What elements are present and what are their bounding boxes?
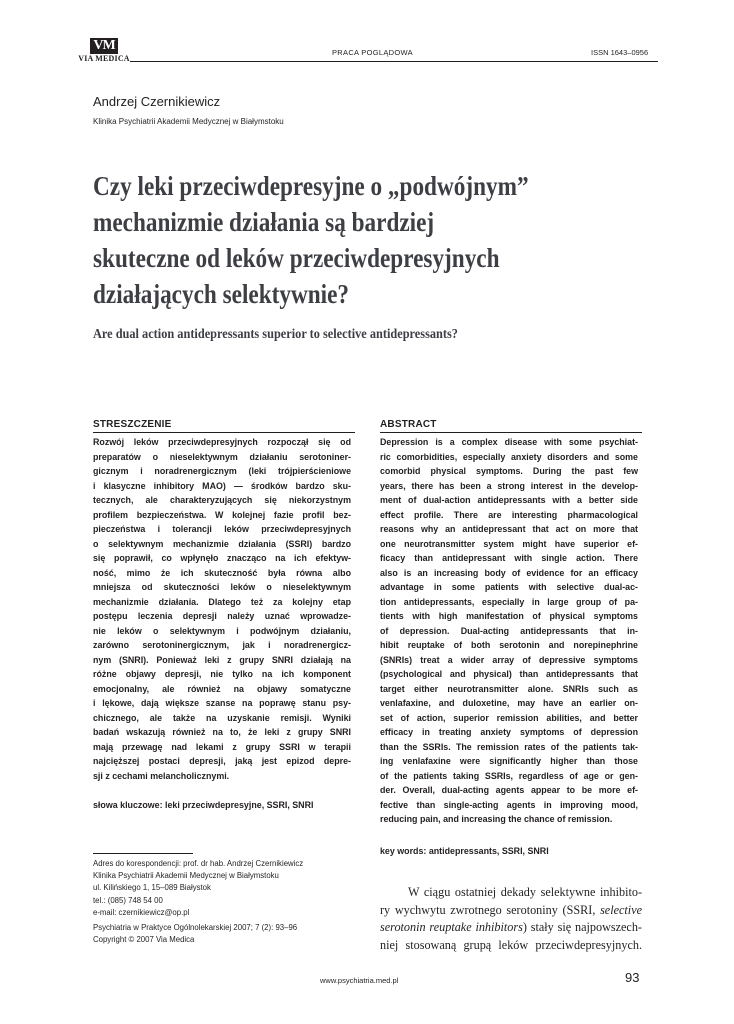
footnote-rule: [93, 853, 193, 854]
text-line: zarówno serotoninergicznym, jak i noradrenergicz-: [93, 640, 351, 650]
text-line: chicznego, ale także na uzyskanie remisji. Wyniki: [93, 712, 351, 723]
text-line: Depression is a complex disease with some psychiat-: [380, 437, 638, 447]
header-rule: [130, 61, 658, 62]
text-line: nym (SNRI). Ponieważ leki z grupy SNRI działają na: [93, 654, 351, 665]
intro-paragraph: [380, 884, 642, 954]
english-title: Are dual action antidepressants superior to selective antidepressants?: [93, 327, 458, 342]
text-line: fective than single-acting agents in improving mood,: [380, 799, 638, 810]
text-line: tecznych, ale charakteryzujących się niekorzystnym: [93, 495, 351, 505]
text-line: preparatów o nieselektywnym działaniu serotoniner-: [93, 451, 351, 462]
text-line: gicznym i noradrenergicznym (leki trójpierścieniowe: [93, 466, 351, 476]
text-line: o selektywnym mechanizmie działania (SSRI) bardzo: [93, 538, 351, 549]
text-line: najcięższej postaci depresji, jaką jest epizod depre-: [93, 756, 351, 766]
section-rule: [380, 432, 642, 433]
text-line: years, there has been a strong interest in the develop-: [380, 480, 638, 491]
english-keywords: key words: antidepressants, SSRI, SNRI: [380, 846, 549, 856]
text-line: i klasyczne inhibitory MAO) — środków bardzo sku-: [93, 480, 351, 491]
text-line: mniejsza od skuteczności leków o nieselektywnym: [93, 582, 351, 592]
correspondence-line: Klinika Psychiatrii Akademii Medycznej w Białymstoku: [93, 871, 279, 881]
text-line: Rozwój leków przeciwdepresyjnych rozpoczął się od: [93, 437, 351, 447]
text-line: ment of dual-action antidepressants with a better side: [380, 495, 638, 505]
intro-line: ry wychwytu zwrotnego serotoniny (SSRI, selective: [380, 902, 643, 917]
text-line: than the SSRIs. The remission rates of the patients tak-: [380, 741, 638, 752]
title-line: Czy leki przeciwdepresyjne o „podwójnym”: [93, 171, 529, 201]
text-line: hibit reuptake of both serotonin and norepinephrine: [380, 640, 638, 650]
title-line: działających selektywnie?: [93, 279, 350, 309]
text-line: pieczeństwa i tolerancji leków przeciwdepresyjnych: [93, 524, 351, 534]
intro-line: niej stosowaną grupą leków przeciwdepresyjnych.: [380, 937, 642, 952]
abstract-heading: ABSTRACT: [380, 419, 437, 430]
text-line: się poprawił, co wpłynęło znacząco na ich efektyw-: [93, 553, 351, 563]
text-line: tients with high manifestation of physical symptoms: [380, 611, 638, 621]
text-line: ficacy than antidepressant with single action. There: [380, 553, 638, 563]
text-line: set of action, superior remission abilities, and better: [380, 712, 638, 723]
correspondence-line: tel.: (085) 748 54 00: [93, 895, 163, 905]
page-number: 93: [625, 970, 640, 985]
text-line: also is an increasing body of evidence for an efficacy: [380, 567, 638, 578]
text-line: target either neurotransmitter alone. SNRIs such as: [380, 683, 638, 694]
issn: ISSN 1643–0956: [591, 48, 649, 57]
text-line: venlafaxine, and duloxetine, may have an earlier on-: [380, 698, 638, 708]
text-line: emocjonalny, ale również na objawy somatyczne: [93, 683, 351, 694]
text-line: reducing pain, and increasing the chance of remission.: [380, 814, 613, 824]
intro-line: W ciągu ostatniej dekady selektywne inhibito-: [408, 885, 642, 899]
text-line: ric comorbidities, especially anxiety disorders and some: [380, 451, 638, 462]
text-line: of depression. Dual-acting antidepressants that in-: [380, 625, 638, 636]
journal-citation: [93, 922, 297, 946]
logo-text: VIA MEDICA: [78, 54, 130, 63]
via-medica-logo: [77, 38, 129, 64]
text-line: (psychological and physical) than antidepressants that: [380, 669, 638, 679]
text-line: różne objawy depresji, nie tylko na ich komponent: [93, 669, 351, 679]
text-line: postępu leczenia depresji należy uznać wprowadze-: [93, 611, 351, 621]
streszczenie-heading: STRESZCZENIE: [93, 419, 172, 430]
text-line: tion antidepressants, especially in large group of pa-: [380, 596, 638, 607]
correspondence-email: e-mail: czernikiewicz@op.pl: [93, 907, 190, 917]
polish-keywords: słowa kluczowe: leki przeciwdepresyjne, SSRI, SNRI: [93, 800, 314, 810]
text-line: mają przewagę nad lekami z grupy SSRI w terapii: [93, 741, 351, 752]
section-rule: [93, 432, 355, 433]
title-line: mechanizmie działania są bardziej: [93, 207, 435, 237]
text-line: sji z cechami melancholicznymi.: [93, 770, 230, 781]
text-line: ing venlafaxine were significantly higher than those: [380, 756, 638, 766]
text-line: badań wskazują również na to, że leki z grupy SNRI: [93, 727, 351, 737]
streszczenie-text: [93, 435, 351, 783]
correspondence-address: [93, 858, 303, 919]
intro-line: serotonin reuptake inhibitors) stały się najpowszech-: [380, 920, 642, 934]
text-line: ność, mimo że ich skuteczność była równa albo: [93, 567, 351, 578]
article-type: PRACA POGLĄDOWA: [332, 48, 413, 57]
citation-line: Psychiatria w Praktyce Ogólnolekarskiej 2007; 7 (2): 93–96: [93, 923, 298, 932]
text-line: of the patients taking SSRIs, regardless of age or gen-: [380, 770, 638, 781]
text-line: reasons why an antidepressant that act on more that: [380, 524, 638, 534]
logo-mark: VM: [90, 38, 118, 54]
journal-url[interactable]: www.psychiatria.med.pl: [320, 976, 399, 985]
text-line: advantage in some patients with selective dual-ac-: [380, 582, 638, 592]
title-line: skuteczne od leków przeciwdepresyjnych: [93, 243, 500, 273]
affiliation: Klinika Psychiatrii Akademii Medycznej w Białymstoku: [93, 117, 284, 126]
text-line: profilem bezpieczeństwa. W kolejnej fazie profil bez-: [93, 509, 351, 520]
copyright-line: Copyright © 2007 Via Medica: [93, 935, 195, 945]
text-line: effect profile. There are interesting pharmacological: [380, 509, 638, 520]
correspondence-line: ul. Kilińskiego 1, 15–089 Białystok: [93, 883, 211, 893]
text-line: nie leków o selektywnym i podwójnym działaniu,: [93, 625, 351, 636]
text-line: comorbid physical symptoms. During the past few: [380, 466, 638, 476]
text-line: mechanizmie działania. Dlatego też za kolejny etap: [93, 596, 351, 607]
abstract-text: [380, 435, 638, 827]
correspondence-line: Adres do korespondencji: prof. dr hab. Andrzej Czernikiewicz: [93, 859, 304, 868]
article-title: [93, 168, 575, 312]
text-line: der. Overall, dual-acting agents appear to be more ef-: [380, 785, 638, 795]
text-line: one neurotransmitter system might have superior ef-: [380, 538, 638, 549]
text-line: efficacy in treating anxiety symptoms of depression: [380, 727, 638, 737]
author: Andrzej Czernikiewicz: [93, 94, 221, 109]
text-line: (SNRIs) treat a wider array of depressive symptoms: [380, 654, 638, 665]
text-line: i lękowe, dają większe szanse na poprawę stanu psy-: [93, 698, 351, 708]
